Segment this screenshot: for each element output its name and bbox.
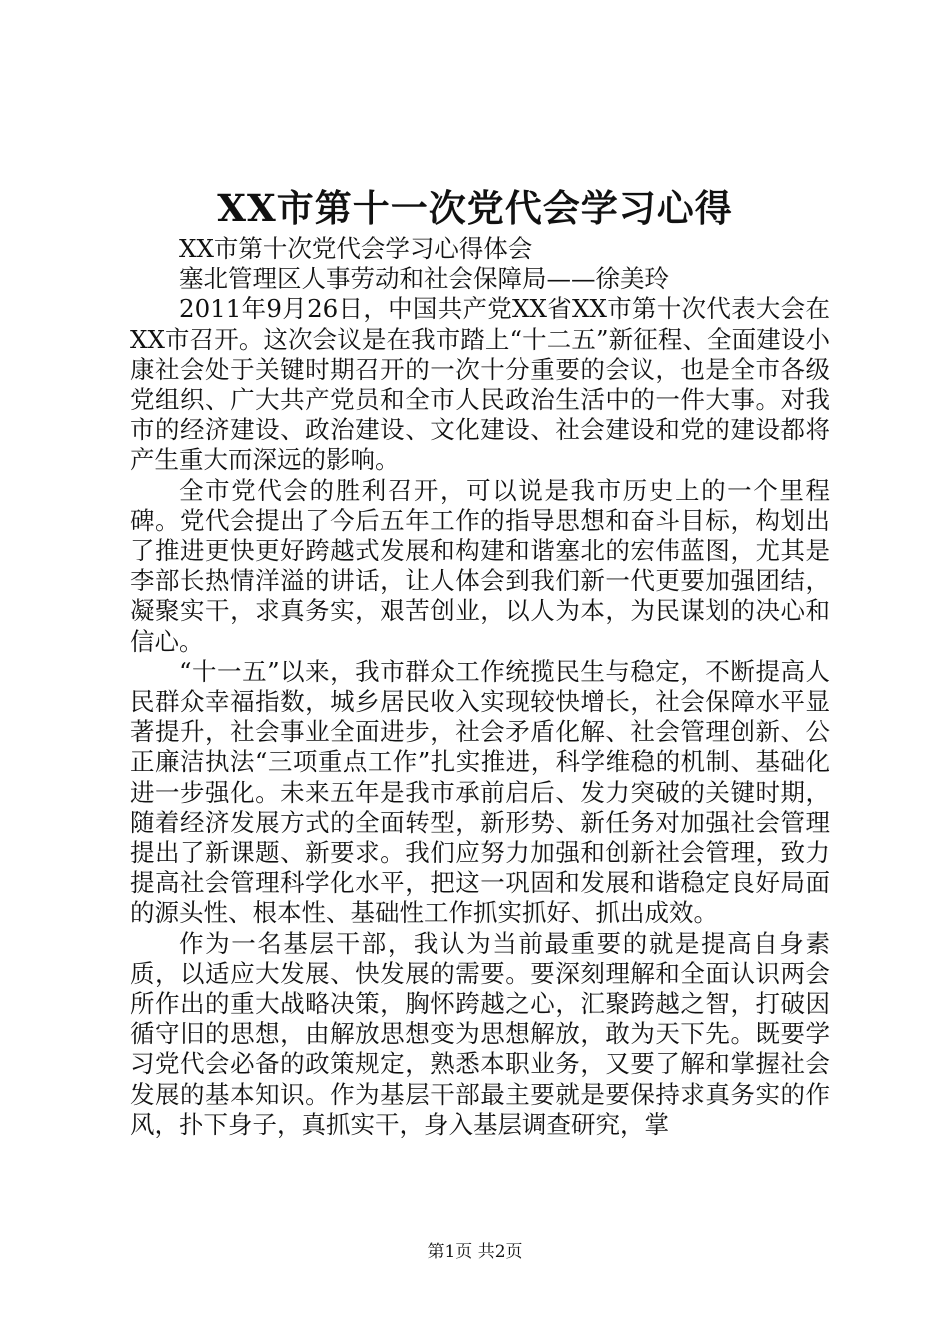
document-body — [130, 234, 830, 1140]
body-paragraph: 作为一名基层干部，我认为当前最重要的就是提高自身素质，以适应大发展、快发展的需要。要深刻理解和全面认识两会所作出的重大战略决策，胸怀跨越之心，汇聚跨越之智，打破因循守旧的思想，由解放思想变为思想解放，敢为天下先。既要学习党代会必备的政策规定，熟悉本职业务，又要了解和掌握社会发展的基本知识。作为基层干部最主要就是要保持求真务实的作风，扑下身子，真抓实干，身入基层调查研究，掌 — [130, 928, 830, 1139]
subtitle-paragraph: XX市第十次党代会学习心得体会 — [179, 234, 533, 263]
body-paragraph: 2011年9月26日，中国共产党XX省XX市第十次代表大会在XX市召开。这次会议是在我市踏上“十二五”新征程、全面建设小康社会处于关键时期召开的一次十分重要的会议，也是全市各级党组织、广大共产党员和全市人民政治生活中的一件大事。对我市的经济建设、政治建设、文化建设、社会建设和党的建设都将产生重大而深远的影响。 — [130, 294, 830, 475]
author-paragraph: 塞北管理区人事劳动和社会保障局——徐美玲 — [179, 264, 669, 294]
body-paragraph: 全市党代会的胜利召开，可以说是我市历史上的一个里程碑。党代会提出了今后五年工作的指导思想和奋斗目标，构划出了推进更快更好跨越式发展和构建和谐塞北的宏伟蓝图，尤其是李部长热情洋溢的讲话，让人体会到我们新一代更要加强团结，凝聚实干，求真务实，艰苦创业，以人为本，为民谋划的决心和信心。 — [130, 475, 830, 656]
page-footer: 第1页 共2页 — [427, 1242, 523, 1262]
body-paragraph: “十一五”以来，我市群众工作统揽民生与稳定，不断提高人民群众幸福指数，城乡居民收入实现较快增长，社会保障水平显著提升，社会事业全面进步，社会矛盾化解、社会管理创新、公正廉洁执法“三项重点工作”扎实推进，科学维稳的机制、基础化进一步强化。未来五年是我市承前启后、发力突破的关键时期，随着经济发展方式的全面转型，新形势、新任务对加强社会管理提出了新课题、新要求。我们应努力加强和创新社会管理，致力提高社会管理科学化水平，把这一巩固和发展和谐稳定良好局面的源头性、根本性、基础性工作抓实抓好、抓出成效。 — [130, 656, 830, 928]
document-title: XX市第十一次党代会学习心得 — [217, 186, 733, 230]
